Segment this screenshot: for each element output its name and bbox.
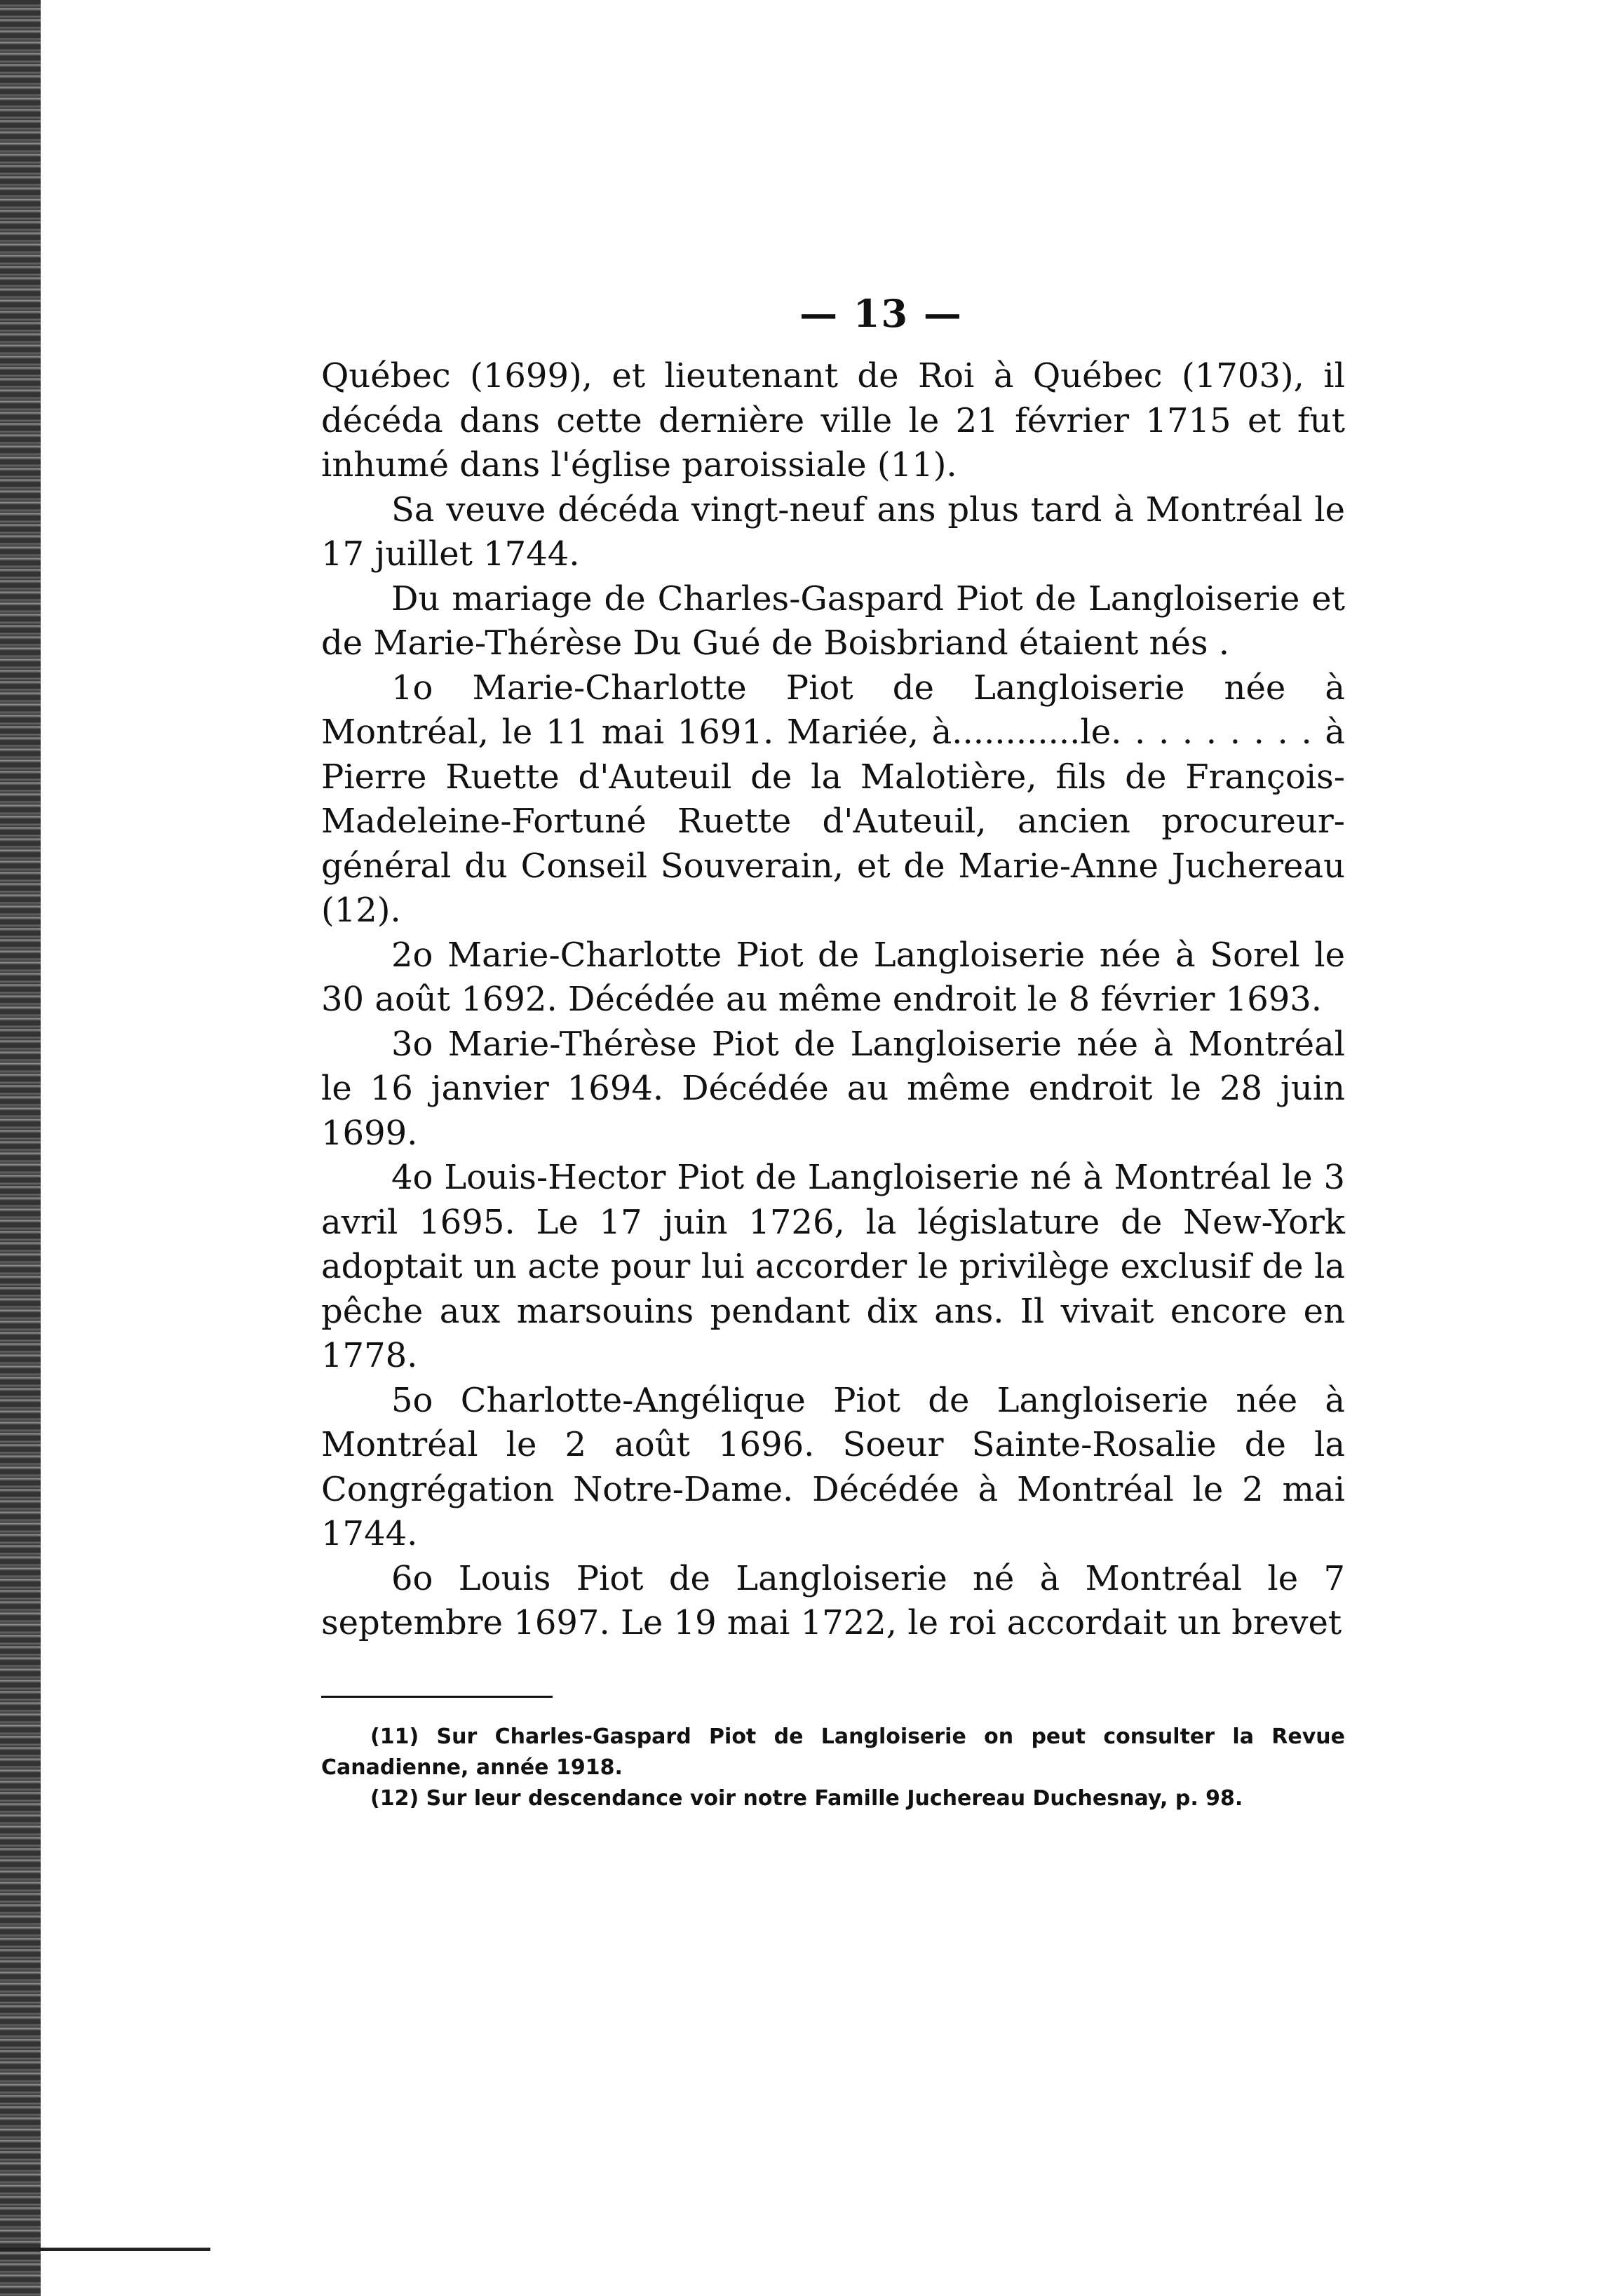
footnote-12: (12) Sur leur descendance voir notre Famille Juchereau Duchesnay, p. 98. bbox=[370, 1786, 1243, 1811]
paragraph-child-2: 2o Marie-Charlotte Piot de Langloiserie née à Sorel le 30 août 1692. Décédée au même endroit le 8 février 1693. bbox=[321, 935, 1345, 1019]
paragraph-child-4: 4o Louis-Hector Piot de Langloiserie né à Montréal le 3 avril 1695. Le 17 juin 1726, la législature de New-York adoptait un acte pour lui accorder le privilège exclusif de la pêche aux marsouins pendant dix ans. Il vivait encore en 1778. bbox=[321, 1158, 1345, 1375]
paragraph-children-intro: Du mariage de Charles-Gaspard Piot de Langloiserie et de Marie-Thérèse Du Gué de Boisbriand étaient nés . bbox=[321, 579, 1345, 663]
scan-edge-line bbox=[0, 2248, 210, 2251]
paragraph-child-5: 5o Charlotte-Angélique Piot de Langloiserie née à Montréal le 2 août 1696. Soeur Sainte-Rosalie de la Congrégation Notre-Dame. Décédée à Montréal le 2 mai 1744. bbox=[321, 1380, 1345, 1553]
footnotes bbox=[321, 1722, 1345, 1814]
paragraph-child-6: 6o Louis Piot de Langloiserie né à Montréal le 7 septembre 1697. Le 19 mai 1722, le roi accordait un brevet bbox=[321, 1558, 1345, 1642]
paragraph-child-1: 1o Marie-Charlotte Piot de Langloiserie née à Montréal, le 11 mai 1691. Mariée, à............le. . . . . . . . . à Pierre Ruette d'Auteuil de la Malotière, fils de François-Madeleine-Fortuné Ruette d'Auteuil, ancien procureur-général du Conseil Souverain, et de Marie-Anne Juchereau (12). bbox=[321, 668, 1345, 930]
scan-binding-edge bbox=[0, 0, 41, 2296]
body-text bbox=[321, 354, 1345, 1646]
page-number: — 13 — bbox=[799, 291, 963, 336]
footnote-separator bbox=[321, 1696, 553, 1698]
paragraph-widow: Sa veuve décéda vingt-neuf ans plus tard à Montréal le 17 juillet 1744. bbox=[321, 489, 1345, 574]
footnote-11: (11) Sur Charles-Gaspard Piot de Langloiserie on peut consulter la Revue Canadienne, année 1918. bbox=[321, 1724, 1345, 1780]
paragraph-continuation: Québec (1699), et lieutenant de Roi à Québec (1703), il décéda dans cette dernière ville le 21 février 1715 et fut inhumé dans l'église paroissiale (11). bbox=[321, 356, 1345, 485]
paragraph-child-3: 3o Marie-Thérèse Piot de Langloiserie née à Montréal le 16 janvier 1694. Décédée au même endroit le 28 juin 1699. bbox=[321, 1024, 1345, 1153]
